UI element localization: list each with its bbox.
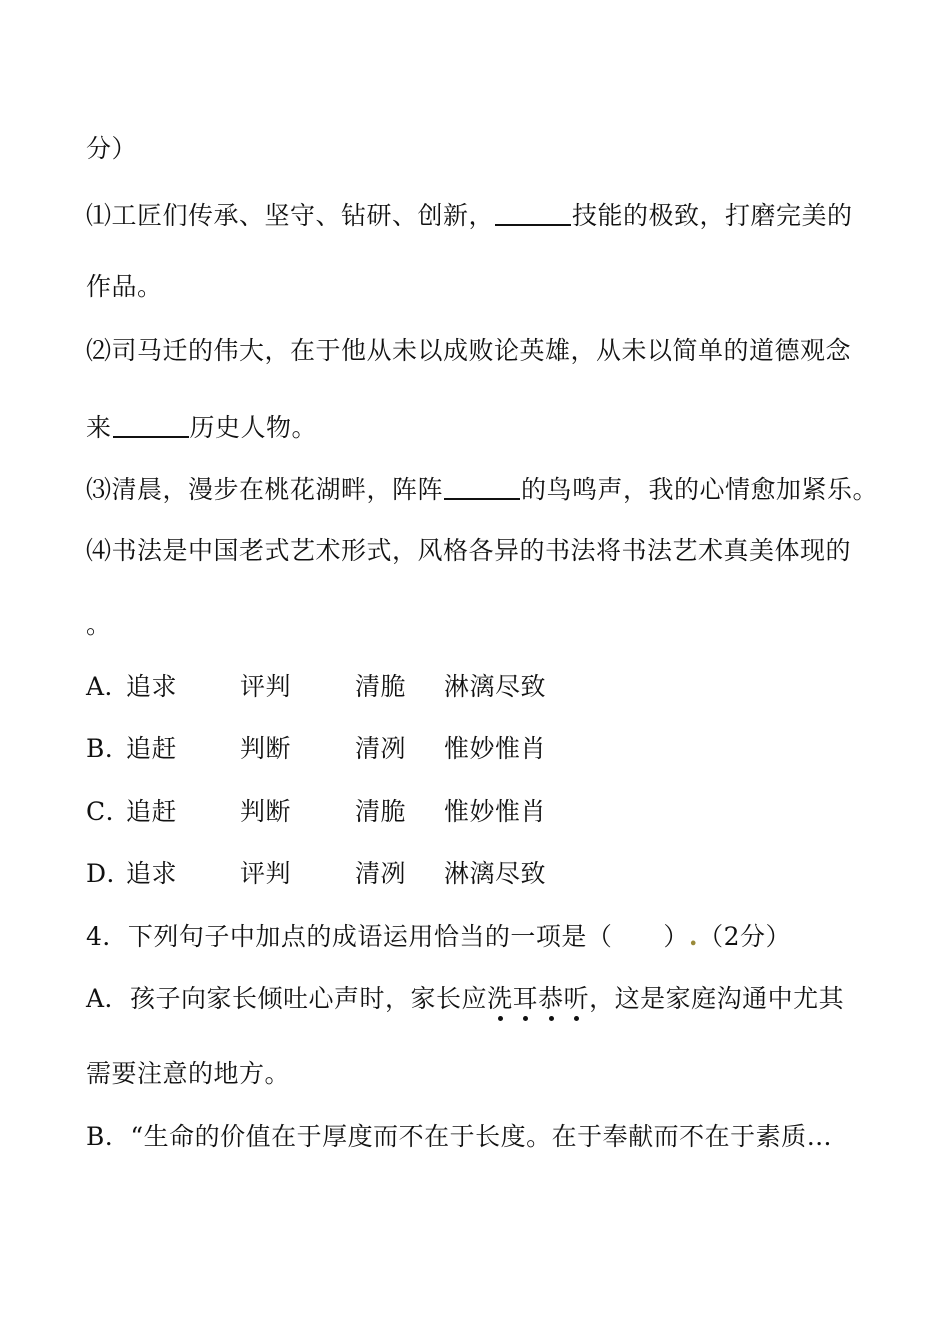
option-word-2: 评判	[240, 859, 292, 888]
continuation-text: 分）	[86, 134, 138, 163]
option-word-4: 惟妙惟肖	[444, 797, 547, 826]
dotted-char: 洗	[487, 984, 513, 1013]
option-word-1: 追赶	[126, 797, 178, 826]
option-a	[86, 670, 686, 704]
dotted-char: 听	[564, 984, 590, 1013]
option-word-4: 惟妙惟肖	[444, 734, 547, 763]
q2-text-post: 历史人物。	[189, 413, 318, 442]
q2-line1: ⑵司马迁的伟大，在于他从未以成败论英雄，从未以简单的道德观念	[86, 336, 852, 365]
option-word-3: 清冽	[355, 734, 407, 763]
option-word-1: 追求	[126, 859, 178, 888]
dotted-char: 耳	[513, 984, 539, 1013]
option-b	[86, 732, 686, 766]
option-d	[86, 857, 686, 891]
q2-line2	[86, 408, 317, 445]
dotted-char: 恭	[538, 984, 564, 1013]
item-a-line2: 需要注意的地方。	[86, 1059, 291, 1088]
item-b-line1: B．“生命的价值在于厚度而不在于长度。在于奉献而不在于素质…	[86, 1122, 833, 1151]
question-4-text: 4．下列句子中加点的成语运用恰当的一项是（ ）	[86, 922, 689, 951]
q2-blank	[113, 410, 189, 438]
q1-line1	[86, 196, 853, 233]
option-label: A．	[86, 672, 131, 701]
q4-line1: ⑷书法是中国老式艺术形式，风格各异的书法将书法艺术真美体现的	[86, 536, 852, 565]
q1-text-post: 技能的极致，打磨完美的	[572, 201, 853, 230]
q4-line2: 。	[86, 610, 112, 639]
option-label: B．	[86, 734, 131, 763]
question-4-score: （2分）	[698, 922, 792, 951]
option-word-2: 评判	[240, 672, 292, 701]
question-4-stem	[86, 920, 791, 954]
q3-blank	[444, 472, 520, 500]
q3-text-pre: ⑶清晨，漫步在桃花湖畔，阵阵	[86, 475, 444, 504]
option-word-4: 淋漓尽致	[444, 672, 547, 701]
option-word-2: 判断	[240, 797, 292, 826]
item-a-text-post: ，这是家庭沟通中尤其	[589, 984, 845, 1013]
option-word-2: 判断	[240, 734, 292, 763]
option-c	[86, 795, 686, 829]
q1-text-pre: ⑴工匠们传承、坚守、钻研、创新，	[86, 201, 495, 230]
option-word-1: 追赶	[126, 734, 178, 763]
question-4-mark: .	[688, 922, 699, 951]
q3-text-post: 的鸟鸣声，我的心情愈加紧乐。	[521, 475, 879, 504]
q1-line2: 作品。	[86, 272, 163, 301]
item-a-text-pre: A．孩子向家长倾吐心声时，家长应	[86, 984, 488, 1013]
option-word-3: 清脆	[355, 672, 407, 701]
q1-blank	[495, 198, 571, 226]
item-a-line1	[86, 982, 844, 1016]
option-word-1: 追求	[126, 672, 178, 701]
q3-line	[86, 470, 878, 507]
q2-text-pre: 来	[86, 413, 112, 442]
option-word-3: 清脆	[355, 797, 407, 826]
option-label: D．	[86, 859, 133, 888]
option-label: C．	[86, 797, 132, 826]
option-word-4: 淋漓尽致	[444, 859, 547, 888]
option-word-3: 清冽	[355, 859, 407, 888]
